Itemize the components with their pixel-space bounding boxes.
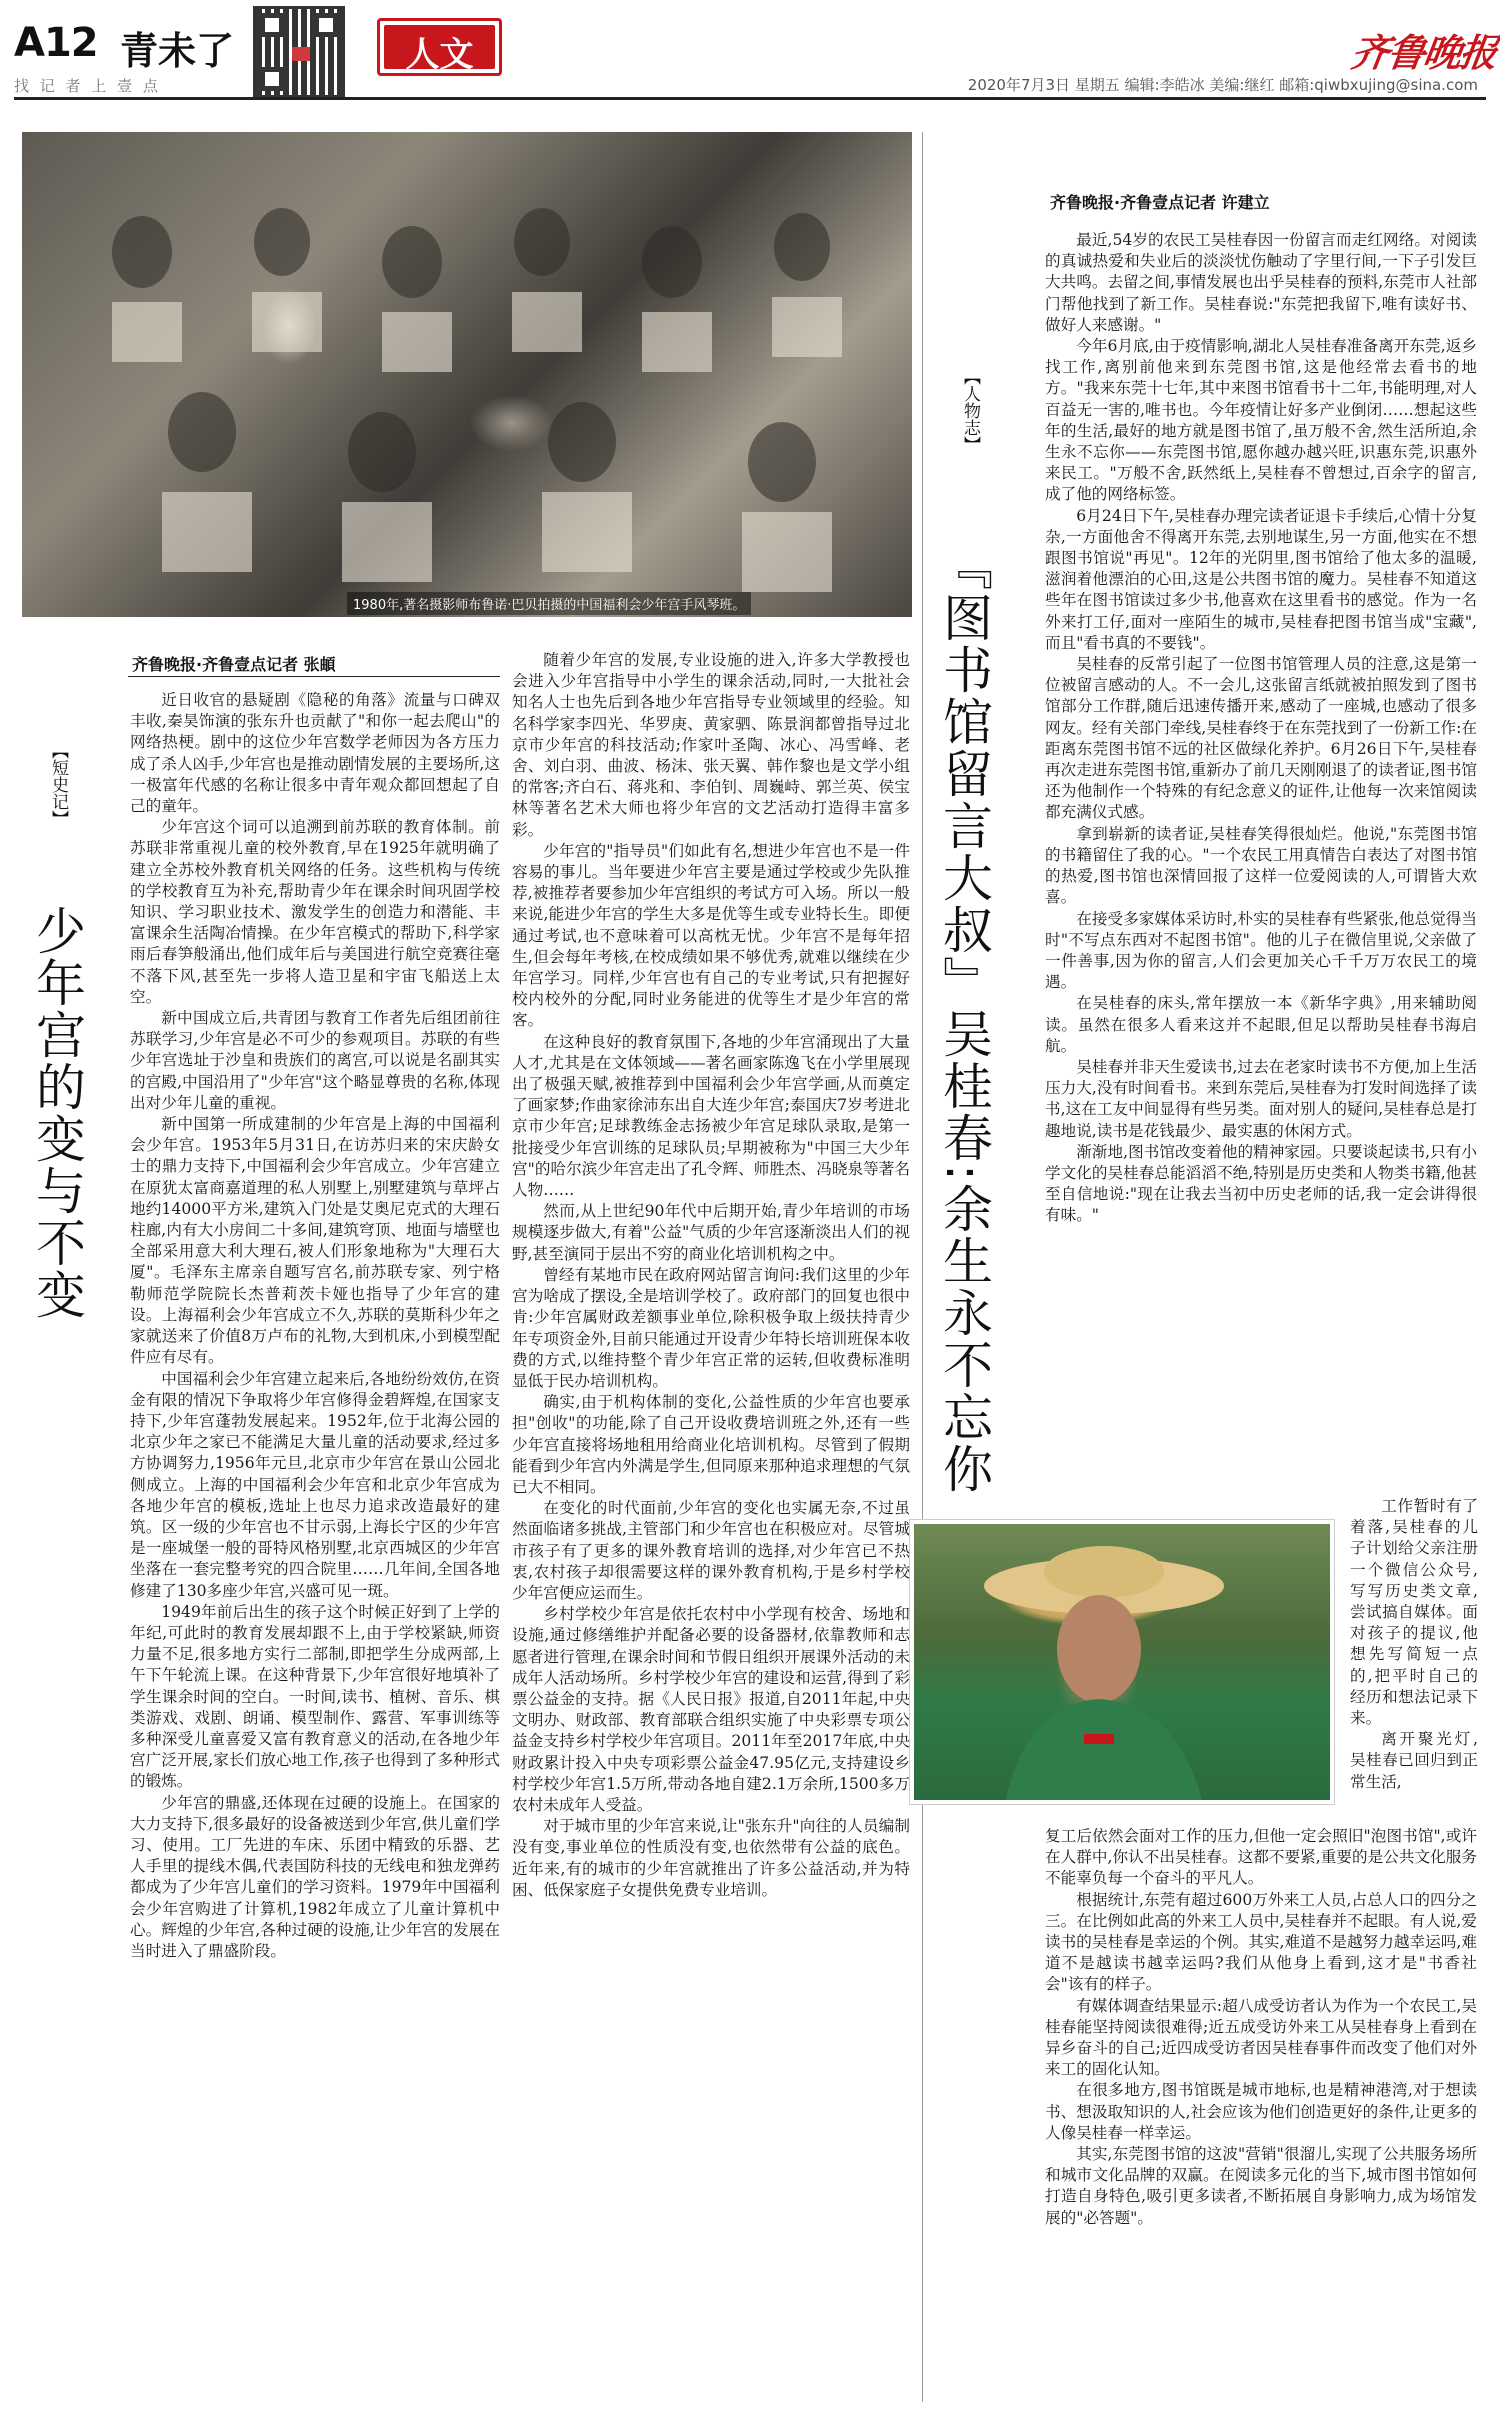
photo-figures (22, 132, 912, 617)
article1-paragraph: 少年宫的"指导员"们如此有名,想进少年宫也不是一件容易的事儿。当年要进少年宫主要是通过学校或少先队推荐,被推荐者要参加少年宫组织的考试方可入场。所以一般来说,能进少年宫的学生大多是优等生或专业特长生。即便通过考试,也不意味着可以高枕无忧。少年宫不是每年招生,但会每年考核,在校成绩如果不够优秀,就难以继续在少年宫学习。同样,少年宫也有自己的专业考试,只有把握好校内校外的分配,同时业务能进的优等生才是少年宫的常客。 (512, 841, 910, 1030)
article1-paragraph: 近日收官的悬疑剧《隐秘的角落》流量与口碑双丰收,秦昊饰演的张东升也贡献了"和你一起去爬山"的网络热梗。剧中的这位少年宫数学老师因为各方压力成了杀人凶手,少年宫也是推动剧情发展的主要场所,这一极富年代感的名称让很多中青年观众都回想起了自己的童年。 (130, 691, 500, 816)
portrait-figure (914, 1524, 1334, 1804)
article1-paragraph: 曾经有某地市民在政府网站留言询问:我们这里的少年宫为啥成了摆设,全是培训学校了。政府部门的回复也很中肯:少年宫属财政差额事业单位,除积极争取上级扶持青少年专项资金外,目前只能通过开设青少年特长培训班保本收费的方式,以维持整个青少年宫正常的运转,但收费标准明显低于民办培训机构。 (512, 1265, 910, 1390)
article2-byline: 齐鲁晚报·齐鲁壹点记者 许建立 (1050, 193, 1270, 212)
article2-paragraph: 离开聚光灯,吴桂春已回归到正常生活, (1350, 1730, 1478, 1791)
article1-paragraph: 少年宫这个词可以追溯到前苏联的教育体制。前苏联非常重视儿童的校外教育,早在1925年就明确了建立全苏校外教育机关网络的任务。这些机构与传统的学校教育互为补充,帮助青少年在课余时间巩固学校知识、学习职业技术、激发学生的创造力和潜能、丰富课余生活陶冶情操。在少年宫模式的帮助下,科学家雨后春笋般涌出,他们成年后与美国进行航空竞赛往毫不落下风,甚至先一步将人造卫星和宇宙飞船送上太空。 (130, 818, 500, 1006)
photo1-caption: 1980年,著名摄影师布鲁诺·巴贝拍摄的中国福利会少年宫手风琴班。 (347, 592, 751, 615)
article2-title: 『图书馆留言大叔』吴桂春:余生永不忘你 (935, 540, 993, 1495)
article2-paragraph: 根据统计,东莞有超过600万外来工人员,占总人口的四分之三。在比例如此高的外来工人员中,吴桂春并不起眼。有人说,爱读书的吴桂春是幸运的个例。其实,难道不是越努力越幸运吗,难道不是越读书越幸运吗?我们从他身上看到,这才是"书香社会"该有的样子。 (1045, 1890, 1477, 1994)
article2-column-tail (1045, 1826, 1477, 2410)
column-name: 青未了 (120, 29, 235, 73)
article2-wrap-text (1350, 1496, 1478, 1818)
article1-paragraph: 确实,由于机构体制的变化,公益性质的少年宫也要承担"创收"的功能,除了自己开设收费培训班之外,还有一些少年宫直接将场地租用给商业化培训机构。尽管到了假期能看到少年宫内外满是学生,但同原来那种追求理想的气氛已大不相同。 (512, 1393, 910, 1496)
article2-paragraph: 其实,东莞图书馆的这波"营销"很溜儿,实现了公共服务场所和城市文化品牌的双赢。在阅读多元化的当下,城市图书馆如何打造自身特色,吸引更多读者,不断拓展自身影响力,成为场馆发展的"必答题"。 (1045, 2145, 1477, 2227)
article2-paragraph: 在很多地方,图书馆既是城市地标,也是精神港湾,对于想读书、想汲取知识的人,社会应该为他们创造更好的条件,让更多的人像吴桂春一样幸运。 (1045, 2081, 1477, 2142)
article1-paragraph: 在这种良好的教育氛围下,各地的少年宫涌现出了大量人才,尤其是在文体领域——著名画家陈逸飞在小学里展现出了极强天赋,被推荐到中国福利会少年宫学画,从而奠定了画家梦;作曲家徐沛东出自大连少年宫;泰国庆7岁考进北京市少年宫;足球教练金志扬被少年宫足球队录取,是第一批接受少年宫训练的足球队员;早期被称为"中国三大少年宫"的哈尔滨少年宫走出了孔令辉、师胜杰、冯晓泉等著名人物…… (512, 1032, 910, 1200)
wu-guichun-portrait (910, 1520, 1334, 1804)
article1-column-2 (512, 650, 910, 2410)
masthead-rule (14, 97, 1486, 100)
article1-tag: 【短史记】 (48, 742, 68, 827)
article2-paragraph: 在接受多家媒体采访时,朴实的吴桂春有些紧张,他总觉得当时"不写点东西对不起图书馆"。他的儿子在微信里说,父亲做了一件善事,因为你的留言,人们会更加关心千千万万农民工的境遇。 (1045, 909, 1477, 992)
accordion-class-photo (22, 132, 912, 617)
article1-paragraph: 中国福利会少年宫建立起来后,各地纷纷效仿,在资金有限的情况下争取将少年宫修得金碧辉煌,在国家支持下,少年宫蓬勃发展起来。1952年,位于北海公园的北京少年之家已不能满足大量儿童的活动要求,经过多方协调努力,1956年元旦,北京市少年宫在景山公园北侧成立。上海的中国福利会少年宫和北京少年宫成为各地少年宫的模板,选址上也尽力追求改造最好的建筑。区一级的少年宫也不甘示弱,上海长宁区的少年宫是一座城堡一般的哥特风格别墅,北京西城区的少年宫坐落在一套完整考究的四合院里……几年间,全国各地修建了130多座少年宫,兴盛可见一斑。 (130, 1369, 500, 1600)
article2-tag: 【人物志】 (960, 368, 980, 453)
article1-column-1 (130, 690, 500, 2410)
article2-paragraph: 吴桂春并非天生爱读书,过去在老家时读书不方便,加上生活压力大,没有时间看书。来到东莞后,吴桂春为打发时间选择了读书,这在工友中间显得有些另类。面对别人的疑问,吴桂春总是打趣地说,读书是花钱最少、最实惠的休闲方式。 (1045, 1057, 1477, 1140)
motto: 找 记 者 上 壹 点 (14, 77, 161, 95)
article2-column-main (1045, 230, 1477, 1495)
article2-paragraph: 6月24日下午,吴桂春办理完读者证退卡手续后,心情十分复杂,一方面他舍不得离开东莞,去别地谋生,另一方面,他实在不想跟图书馆说"再见"。12年的光阴里,图书馆给了他太多的温暖,滋润着他漂泊的心田,这是公共图书馆的魔力。吴桂春不知道这些年在图书馆读过多少书,他喜欢在这里看书的感觉。作为一名外来打工仔,面对一座陌生的城市,吴桂春把图书馆当成"宝藏",而且"看书真的不要钱"。 (1045, 506, 1477, 652)
section-label: 人文 (405, 35, 474, 75)
masthead (0, 0, 1500, 105)
article2-paragraph: 吴桂春的反常引起了一位图书馆管理人员的注意,这是第一位被留言感动的人。不一会儿,这张留言纸就被拍照发到了图书馆部分工作群,随后迅速传播开来,感动了一座城,也感动了很多网友。经有关部门牵线,吴桂春终于在东莞找到了一份新工作:在距离东莞图书馆不远的社区做绿化养护。6月26日下午,吴桂春再次走进东莞图书馆,重新办了前几天刚刚退了的读者证,图书馆还为他制作一个特殊的有纪念意义的证件,让他每一次来馆阅读都充满仪式感。 (1045, 655, 1477, 822)
article2-paragraph: 拿到崭新的读者证,吴桂春笑得很灿烂。他说,"东莞图书馆的书籍留住了我的心。"一个农民工用真情告白表达了对图书馆的热爱,图书馆也深情回报了这样一位爱阅读的人,可谓皆大欢喜。 (1045, 824, 1477, 907)
article1-paragraph: 新中国成立后,共青团与教育工作者先后组团前往苏联学习,少年宫是必不可少的参观项目。苏联的有些少年宫选址于沙皇和贵族们的离宫,可以说是名副其实的宫殿,中国沿用了"少年宫"这个略显尊贵的名称,体现出对少年儿童的重视。 (130, 1009, 500, 1112)
article2-paragraph: 有媒体调查结果显示:超八成受访者认为作为一个农民工,吴桂春能坚持阅读很难得;近五成受访外来工从吴桂春身上看到在异乡奋斗的自己;近四成受访者因吴桂春事件而改变了他们对外来工的固化认知。 (1045, 1996, 1477, 2079)
article1-paragraph: 对于城市里的少年宫来说,让"张东升"向往的人员编制没有变,事业单位的性质没有变,也依然带有公益的底色。近年来,有的城市的少年宫就推出了许多公益活动,并为特困、低保家庭子女提供免费专业培训。 (512, 1817, 910, 1899)
article2-paragraph: 在吴桂春的床头,常年摆放一本《新华字典》,用来辅助阅读。虽然在很多人看来这并不起眼,但足以帮助吴桂春书海启航。 (1045, 994, 1477, 1055)
qr-code (253, 6, 345, 98)
brand-logo: 齐鲁晚报 (1348, 30, 1499, 75)
article1-paragraph: 1949年前后出生的孩子这个时候正好到了上学的年纪,可此时的教育发展却跟不上,由于学校紧缺,师资力量不足,很多地方实行二部制,即把学生分成两部,上午下午轮流上课。在这种背景下,少年宫很好地填补了学生课余时间的空白。一时间,读书、植树、音乐、棋类游戏、戏剧、朗诵、模型制作、露营、军事训练等多种深受儿童喜爱又富有教育意义的活动,在各地少年宫广泛开展,家长们放心地工作,孩子也得到了多种形式的锻炼。 (130, 1602, 500, 1791)
article1-paragraph: 然而,从上世纪90年代中后期开始,青少年培训的市场规模逐步做大,有着"公益"气质的少年宫逐渐淡出人们的视野,甚至演同于层出不穷的商业化培训机构之中。 (512, 1202, 910, 1263)
column-divider (922, 132, 923, 2402)
article1-paragraph: 在变化的时代面前,少年宫的变化也实属无奈,不过虽然面临诸多挑战,主管部门和少年宫也在积极应对。尽管城市孩子有了更多的课外教育培训的选择,对少年宫已不热衷,农村孩子却很需要这样的课外教育机构,于是乡村学校少年宫便应运而生。 (512, 1499, 910, 1602)
article1-byline: 齐鲁晚报·齐鲁壹点记者 张頔 (132, 655, 336, 674)
article2-paragraph: 渐渐地,图书馆改变着他的精神家园。只要谈起读书,只有小学文化的吴桂春总能滔滔不绝,特别是历史类和人物类书籍,他甚至自信地说:"现在让我去当初中历史老师的话,我一定会讲得很有味。" (1045, 1142, 1477, 1225)
article1-title: 少年宫的变与不变 (28, 905, 86, 1321)
article1-byline-rule (128, 676, 500, 677)
article1-paragraph: 乡村学校少年宫是依托农村中小学现有校舍、场地和设施,通过修缮维护并配备必要的设备器材,依靠教师和志愿者进行管理,在课余时间和节假日组织开展课外活动的未成年人活动场所。乡村学校少年宫的建设和运营,得到了彩票公益金的支持。据《人民日报》报道,自2011年起,中央文明办、财政部、教育部联合组织实施了中央彩票专项公益金支持乡村学校少年宫项目。2011年至2017年底,中央财政累计投入中央专项彩票公益金47.95亿元,支持建设乡村学校少年宫1.5万所,带动各地自建2.1万余所,1500多万农村未成年人受益。 (512, 1605, 910, 1814)
article2-paragraph: 工作暂时有了着落,吴桂春的儿子计划给父亲注册一个微信公众号,写写历史类文章,尝试搞自媒体。面对孩子的提议,他想先写简短一点的,把平时自己的经历和想法记录下来。 (1350, 1497, 1478, 1728)
page-number: A12 (14, 20, 98, 66)
article2-paragraph: 今年6月底,由于疫情影响,湖北人吴桂春准备离开东莞,返乡找工作,离别前他来到东莞图书馆,这是他经常去看书的地方。"我来东莞十七年,其中来图书馆看书十二年,书能明理,对人百益无一害的,唯书也。今年疫情让好多产业倒闭……想起这些年的生活,最好的地方就是图书馆了,虽万般不舍,然生活所迫,余生永不忘你——东莞图书馆,愿你越办越兴旺,识惠东莞,识惠外来民工。"万般不舍,跃然纸上,吴桂春不曾想过,百余字的留言,成了他的网络标签。 (1045, 337, 1477, 504)
article2-paragraph: 最近,54岁的农民工吴桂春因一份留言而走红网络。对阅读的真诚热爱和失业后的淡淡忧伤触动了字里行间,一下子引发巨大共鸣。去留之间,事情发展也出乎吴桂春的预料,东莞市人社部门帮他找到了新工作。吴桂春说:"东莞把我留下,唯有读好书、做好人来感谢。" (1045, 231, 1477, 334)
article1-paragraph: 新中国第一所成建制的少年宫是上海的中国福利会少年宫。1953年5月31日,在访苏归来的宋庆龄女士的鼎力支持下,中国福利会少年宫成立。少年宫建立在原犹太富商嘉道理的私人别墅上,别墅建筑与草坪占地约14000平方米,建筑入门处是艾奥尼克式的大理石柱廊,内有大小房间二十多间,建筑穹顶、地面与墙壁也全部采用意大利大理石,被人们形象地称为"大理石大厦"。毛泽东主席亲自题写宫名,前苏联专家、列宁格勒师范学院院长杰普莉茨卡娅也指导了少年宫的建设。上海福利会少年宫成立不久,苏联的莫斯科少年之家就送来了价值8万卢布的礼物,大到机床,小到模型配件应有尽有。 (130, 1115, 500, 1367)
article1-paragraph: 随着少年宫的发展,专业设施的进入,许多大学教授也会进入少年宫指导中小学生的课余活动,同时,一大批社会知名人士也先后到各地少年宫指导专业领域里的经验。知名科学家李四光、华罗庚、黄家驷、陈景润都曾指导过北京市少年宫的科技活动;作家叶圣陶、冰心、冯雪峰、老舍、刘白羽、曲波、杨沫、张天翼、韩作黎也是文学小组的常客;齐白石、蒋兆和、李伯钊、周巍峙、郭兰英、侯宝林等著名艺术大师也将少年宫的文艺活动打造得丰富多彩。 (512, 651, 910, 839)
article2-paragraph: 复工后依然会面对工作的压力,但他一定会照旧"泡图书馆",或许在人群中,你认不出吴桂春。这都不要紧,重要的是公共文化服务不能辜负每一个奋斗的平凡人。 (1045, 1827, 1477, 1888)
issue-info: 2020年7月3日 星期五 编辑:李皓冰 美编:继红 邮箱:qiwbxujing@sina.com (967, 76, 1478, 94)
article1-paragraph: 少年宫的鼎盛,还体现在过硬的设施上。在国家的大力支持下,很多最好的设备被送到少年宫,供儿童们学习、使用。工厂先进的车床、乐团中精致的乐器、艺人手里的提线木偶,代表国防科技的无线电和独龙弹药都成为了少年宫儿童们的学习资料。1979年中国福利会少年宫购进了计算机,1982年成立了儿童计算机中心。辉煌的少年宫,各种过硬的设施,让少年宫的发展在当时进入了鼎盛阶段。 (130, 1793, 500, 1960)
section-flag (377, 18, 502, 76)
